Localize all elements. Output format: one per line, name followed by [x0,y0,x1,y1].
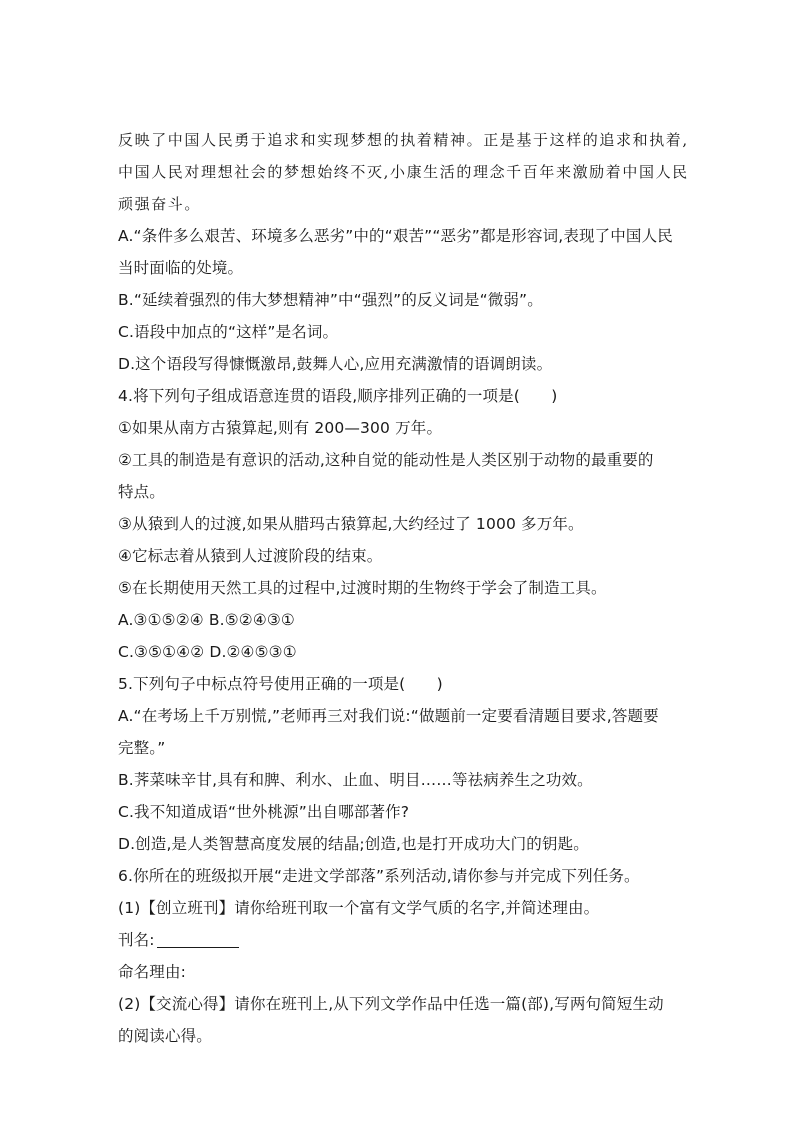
q5-option-b: B.荠菜味辛甘,具有和脾、利水、止血、明目……等祛病养生之功效。 [118,771,593,789]
q6-reason-label: 命名理由: [118,963,186,981]
q3-option-d: D.这个语段写得慷慨激昂,鼓舞人心,应用充满激情的语调朗读。 [118,355,553,373]
q4-sentence-1: ①如果从南方古猿算起,则有 200—300 万年。 [118,419,443,437]
q6-name-label: 刊名: [118,931,155,949]
q4-sentence-4: ④它标志着从猿到人过渡阶段的结束。 [118,547,383,565]
q5-option-d: D.创造,是人类智慧高度发展的结晶;创造,也是打开成功大门的钥匙。 [118,835,589,853]
q3-option-c: C.语段中加点的“这样”是名词。 [118,323,339,341]
passage-line-2: 中国人民对理想社会的梦想始终不灭,小康生活的理念千百年来激励着中国人民 [118,163,689,181]
q5-stem: 5.下列句子中标点符号使用正确的一项是( ) [118,675,443,693]
q4-stem: 4.将下列句子组成语意连贯的语段,顺序排列正确的一项是( ) [118,387,558,405]
q4-sentence-5: ⑤在长期使用天然工具的过程中,过渡时期的生物终于学会了制造工具。 [118,579,607,597]
q4-options-ab: A.③①⑤②④ B.⑤②④③① [118,611,295,629]
q5-option-a: A.“在考场上千万别慌,”老师再三对我们说:“做题前一定要看清题目要求,答题要 [118,707,659,725]
q3-option-a-continued: 当时面临的处境。 [118,259,244,277]
q3-option-b: B.“延续着强烈的伟大梦想精神”中“强烈”的反义词是“微弱”。 [118,291,543,309]
passage-line-3: 顽强奋斗。 [118,195,202,213]
q4-sentence-2-continued: 特点。 [118,483,165,501]
q4-options-cd: C.③⑤①④② D.②④⑤③① [118,643,297,661]
q6-name-row [118,930,239,950]
q6-task-2: (2)【交流心得】请你在班刊上,从下列文学作品中任选一篇(部),写两句简短生动 [118,995,664,1013]
q3-option-a: A.“条件多么艰苦、环境多么恶劣”中的“艰苦”“恶劣”都是形容词,表现了中国人民 [118,227,673,245]
q4-sentence-2: ②工具的制造是有意识的活动,这种自觉的能动性是人类区别于动物的最重要的 [118,451,654,469]
q6-task-2-continued: 的阅读心得。 [118,1027,212,1045]
q6-name-blank[interactable] [157,931,239,948]
q5-option-a-continued: 完整。” [118,739,166,757]
q6-stem: 6.你所在的班级拟开展“走进文学部落”系列活动,请你参与并完成下列任务。 [118,867,640,885]
q5-option-c: C.我不知道成语“世外桃源”出自哪部著作? [118,803,410,821]
passage-line-1: 反映了中国人民勇于追求和实现梦想的执着精神。正是基于这样的追求和执着, [118,131,689,149]
q6-task-1: (1)【创立班刊】请你给班刊取一个富有文学气质的名字,并简述理由。 [118,899,600,917]
q4-sentence-3: ③从猿到人的过渡,如果从腊玛古猿算起,大约经过了 1000 多万年。 [118,515,584,533]
